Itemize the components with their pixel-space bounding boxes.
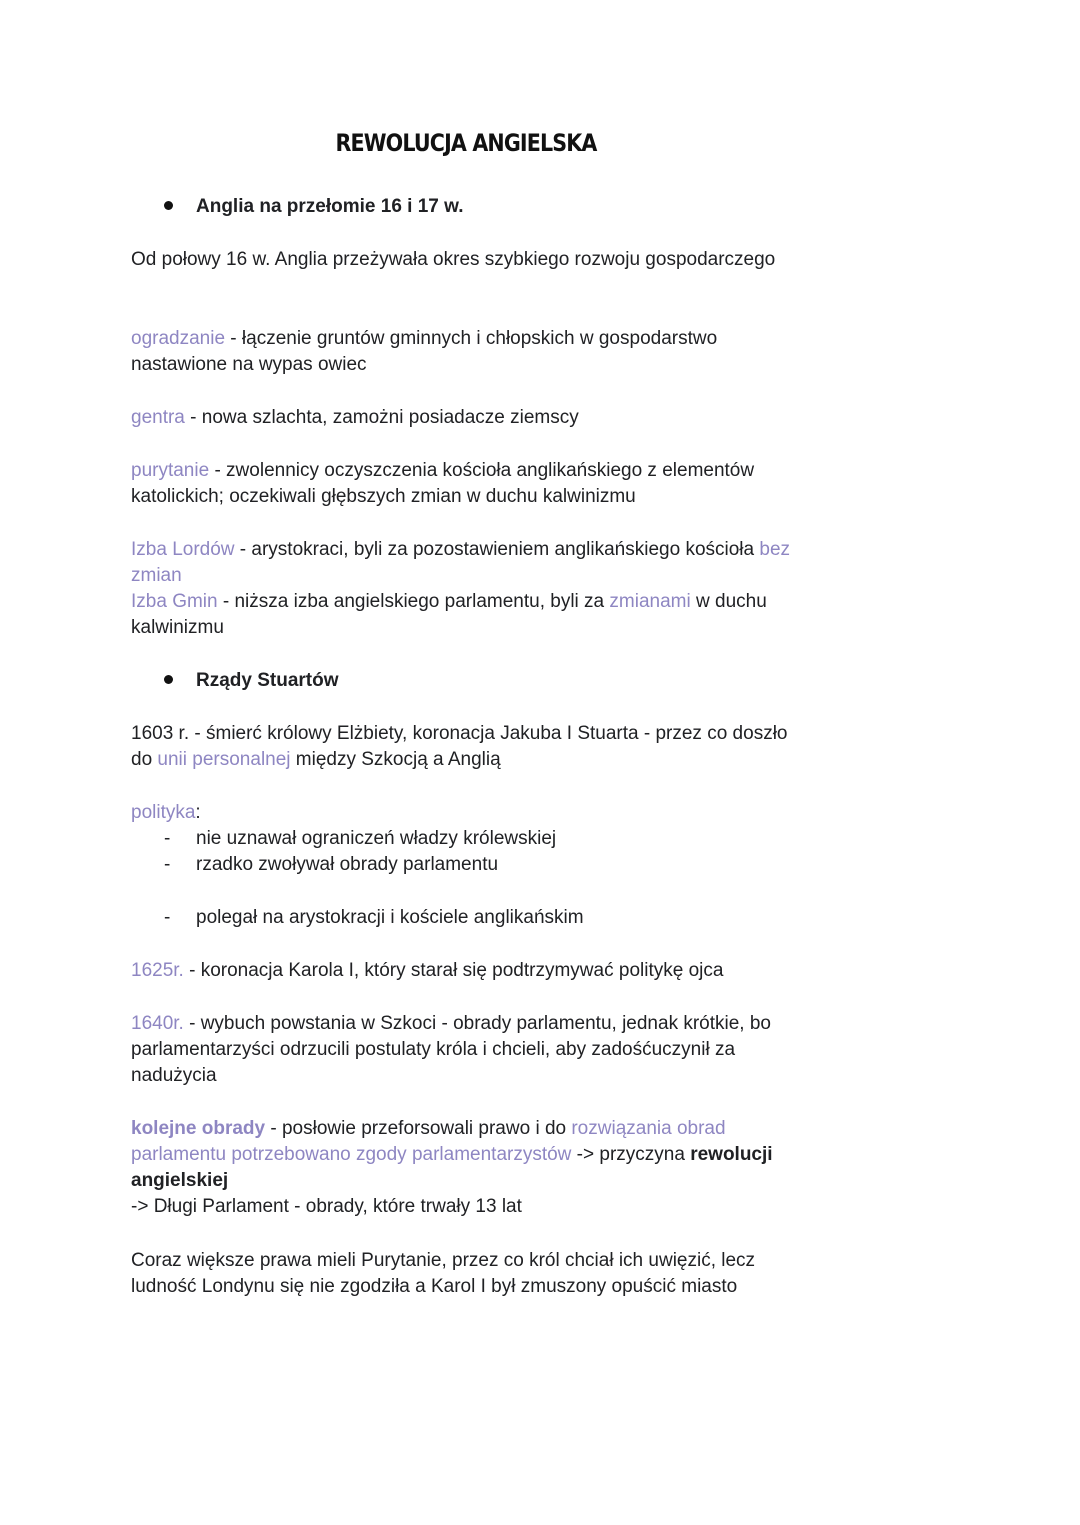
policy-item: - polegał na arystokracji i kościele anglikańskim	[164, 907, 584, 928]
policy-label: polityka:	[131, 802, 201, 823]
bullet-icon	[164, 201, 173, 210]
dlugi-parlament: -> Długi Parlament - obrady, które trwały 13 lat	[131, 1196, 522, 1217]
paragraph-kolejne-obrady: kolejne obrady - posłowie przeforsowali prawo i do rozwiązania obrad parlamentu potrzebowano zgody parlamentarzystów -> przyczyna rewolucji angielskiej -> Długi Parlament - obrady, które trwały 13 lat	[131, 1118, 773, 1217]
bullet-icon	[164, 675, 173, 684]
term-purytanie: purytanie - zwolennicy oczyszczenia kościoła anglikańskiego z elementów katolickich; oczekiwali głębszych zmian w duchu kalwinizmu	[131, 460, 755, 507]
paragraph-purytanie: Coraz większe prawa mieli Purytanie, przez co król chciał ich uwięzić, lecz ludność Londynu się nie zgodziła a Karol I był zmuszony opuścić miasto	[131, 1250, 756, 1297]
intro-paragraph: Od połowy 16 w. Anglia przeżywała okres szybkiego rozwoju gospodarczego	[131, 249, 776, 270]
page-title: REWOLUCJA ANGIELSKA	[335, 129, 597, 157]
policy-item: - nie uznawał ograniczeń władzy królewskiej	[164, 828, 557, 849]
paragraph-1640: 1640r. - wybuch powstania w Szkoci - obrady parlamentu, jednak krótkie, bo parlamentarzyści odrzucili postulaty króla i chcieli, aby zadośćuczynił za nadużycia	[131, 1013, 772, 1086]
policy-item: - rzadko zwoływał obrady parlamentu	[164, 854, 499, 875]
paragraph-1625: 1625r. - koronacja Karola I, który starał się podtrzymywać politykę ojca	[131, 960, 724, 981]
term-ogradzanie: ogradzanie - łączenie gruntów gminnych i chłopskich w gospodarstwo nastawione na wypas owiec	[131, 328, 718, 375]
term-izba-lordow: Izba Lordów - arystokraci, byli za pozostawieniem anglikańskiego kościoła bez zmian	[131, 539, 791, 586]
section-heading-stuarts: Rządy Stuartów	[164, 668, 339, 694]
section-heading-england: Anglia na przełomie 16 i 17 w.	[164, 194, 464, 220]
term-gentra: gentra - nowa szlachta, zamożni posiadacze ziemscy	[131, 407, 579, 428]
term-izba-gmin: Izba Gmin - niższa izba angielskiego parlamentu, byli za zmianami w duchu kalwinizmu	[131, 591, 767, 638]
paragraph-1603: 1603 r. - śmierć królowy Elżbiety, koronacja Jakuba I Stuarta - przez co doszło do unii personalnej między Szkocją a Anglią	[131, 723, 788, 770]
